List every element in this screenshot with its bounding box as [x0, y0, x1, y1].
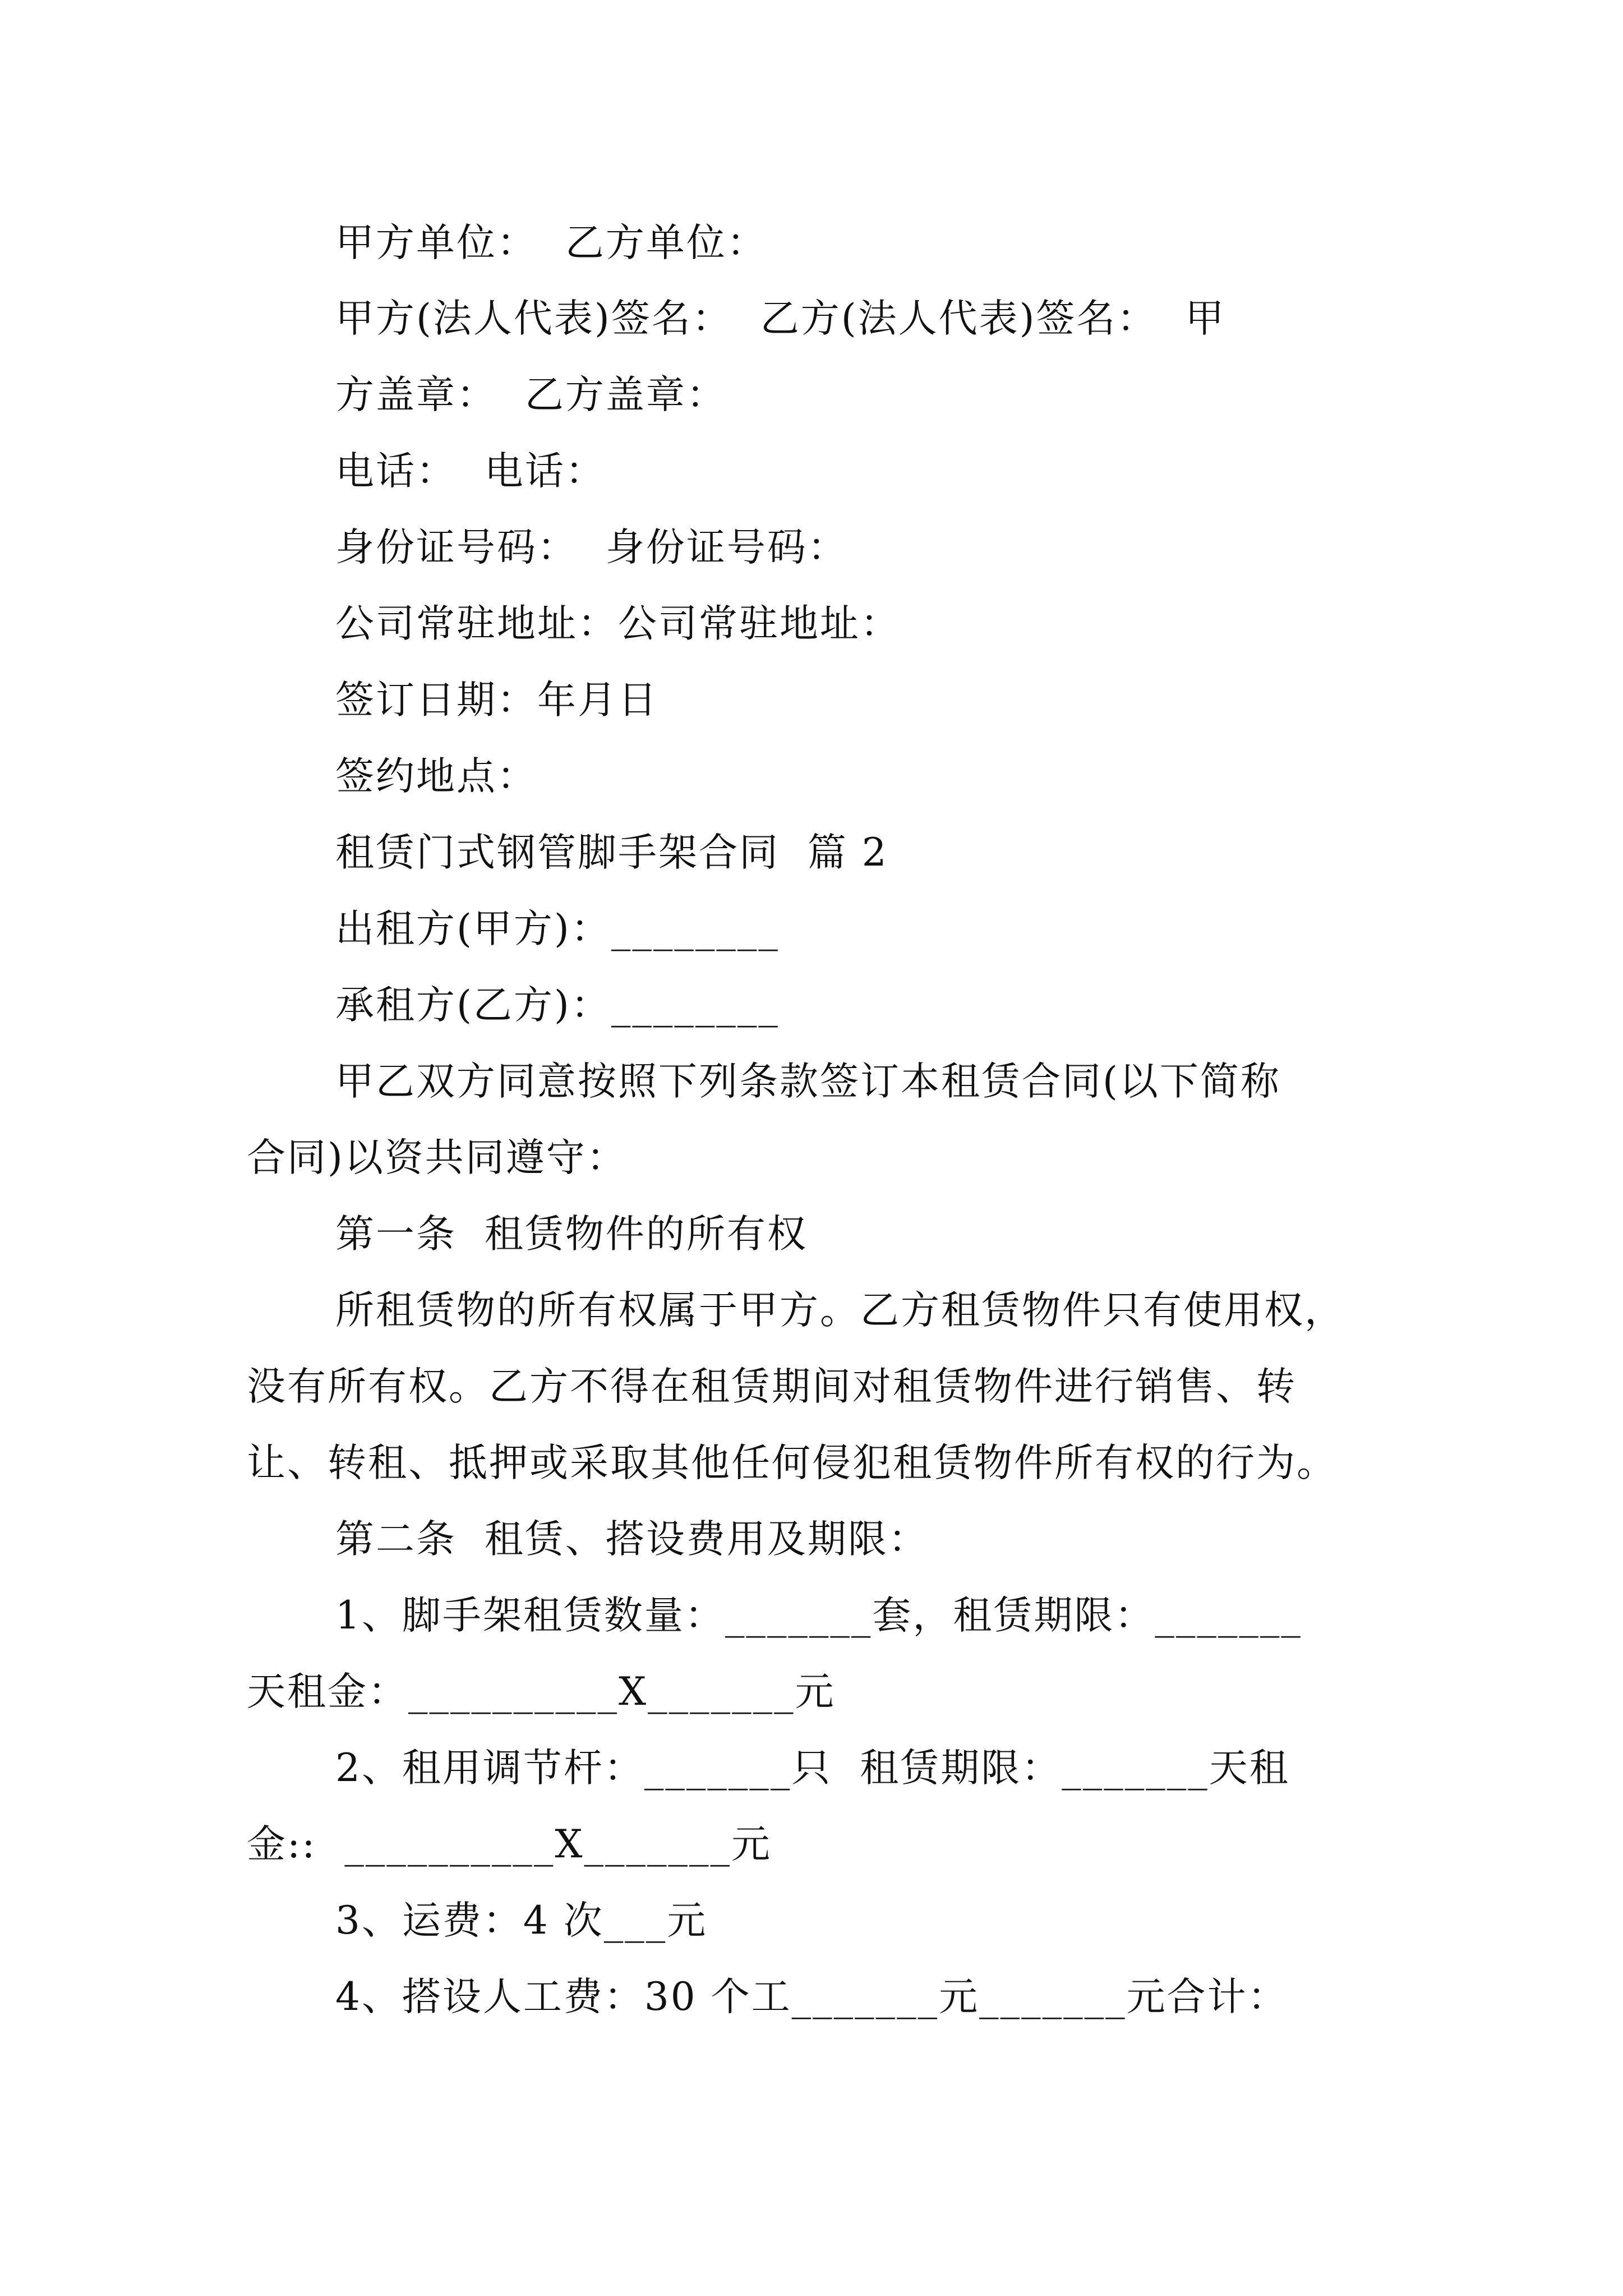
article-1-text-line-3: 让、转租、抵押或采取其他任何侵犯租赁物件所有权的行为。: [247, 1441, 1337, 1485]
article-2-heading: 第二条 租赁、搭设费用及期限：: [335, 1517, 929, 1562]
id-number-line: 身份证号码： 身份证号码：: [335, 525, 848, 570]
item-2-line-1: 2、租用调节杆：_______只 租赁期限：_______天租: [335, 1746, 1290, 1791]
item-1-line-1: 1、脚手架租赁数量：_______套，租赁期限：_______: [335, 1593, 1302, 1638]
item-3-line: 3、运费：4 次___元: [335, 1898, 708, 1943]
phone-line: 电话： 电话：: [335, 449, 606, 494]
item-4-line: 4、搭设人工费：30 个工_______元_______元合计：: [335, 1975, 1288, 2019]
lessor-line: 出租方(甲方)：________: [335, 907, 780, 951]
party-units-line: 甲方单位： 乙方单位：: [335, 220, 767, 265]
item-2-line-2: 金:: __________X_______元: [247, 1822, 772, 1867]
preamble-line-1: 甲乙双方同意按照下列条款签订本租赁合同(以下简称: [335, 1059, 1281, 1104]
article-1-text-line-1: 所租赁物的所有权属于甲方。乙方租赁物件只有使用权，: [335, 1288, 1345, 1333]
item-1-line-2: 天租金：__________X_______元: [247, 1669, 836, 1714]
seal-line: 方盖章： 乙方盖章：: [335, 372, 727, 417]
preamble-line-2: 合同)以资共同遵守：: [247, 1135, 627, 1180]
signature-line: 甲方(法人代表)签名： 乙方(法人代表)签名： 甲: [335, 296, 1226, 341]
sign-place-line: 签约地点：: [335, 754, 537, 799]
article-1-heading: 第一条 租赁物件的所有权: [335, 1212, 808, 1257]
address-line: 公司常驻地址：公司常驻地址：: [335, 601, 901, 646]
contract-heading: 租赁门式钢管脚手架合同 篇 2: [335, 830, 888, 875]
article-1-text-line-2: 没有所有权。乙方不得在租赁期间对租赁物件进行销售、转: [247, 1364, 1297, 1409]
sign-date-line: 签订日期：年月日: [335, 678, 658, 723]
lessee-line: 承租方(乙方)：________: [335, 983, 780, 1028]
